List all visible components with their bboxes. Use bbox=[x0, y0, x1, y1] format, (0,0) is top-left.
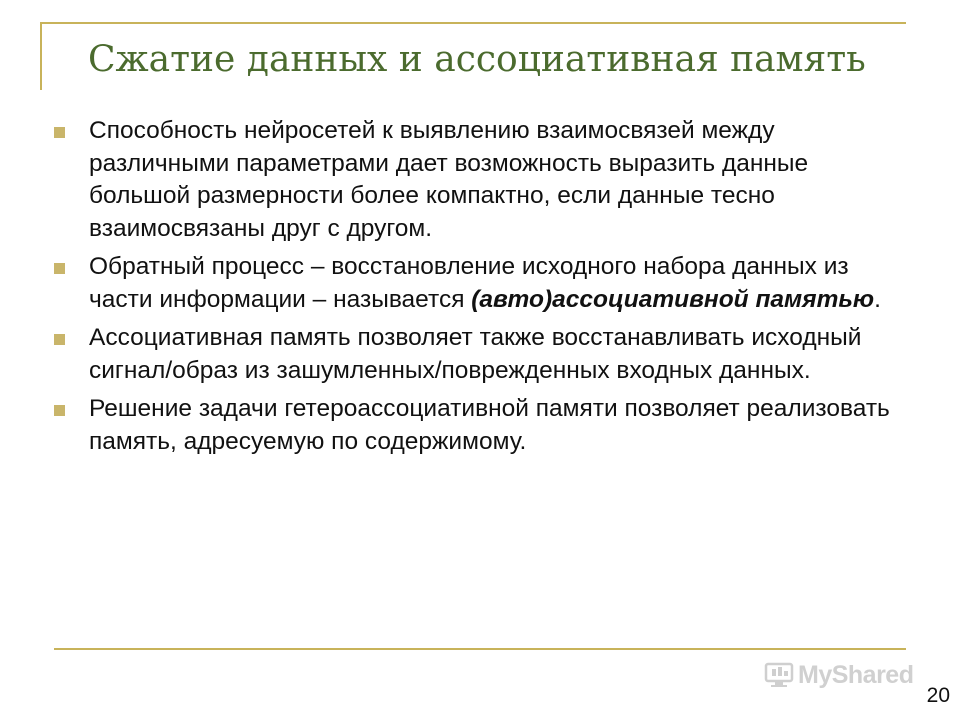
bullet-text: Решение задачи гетероассоциативной памяти позволяет реализовать память, адресуемую по содержимому. bbox=[89, 395, 890, 455]
emphasized-term: (авто)ассоциативной памятью bbox=[471, 285, 875, 313]
bullet-item bbox=[50, 393, 890, 458]
page-number: 20 bbox=[926, 684, 950, 707]
bullet-text bbox=[89, 253, 881, 313]
left-divider bbox=[40, 22, 42, 90]
bullet-text: Способность нейросетей к выявлению взаимосвязей между различными параметрами дает возможность выразить данные большой размерности более компактно, если данные тесно взаимосвязаны друг с другом. bbox=[89, 117, 809, 242]
bullet-text-after: . bbox=[874, 285, 881, 313]
top-divider bbox=[40, 22, 906, 24]
bullet-item bbox=[50, 115, 890, 245]
bullet-square-icon bbox=[54, 127, 65, 138]
watermark-logo bbox=[764, 660, 913, 690]
bullet-item bbox=[50, 251, 890, 316]
monitor-icon bbox=[764, 662, 794, 688]
slide-title: Сжатие данных и ассоциативная память bbox=[88, 39, 866, 80]
bullet-square-icon bbox=[54, 405, 65, 416]
bullet-item bbox=[50, 322, 890, 387]
bullet-square-icon bbox=[54, 334, 65, 345]
watermark-text: MyShared bbox=[798, 660, 914, 689]
bullet-text-before: Обратный процесс – восстановление исходного набора данных из части информации – называется bbox=[89, 253, 849, 313]
bullet-text: Ассоциативная память позволяет также восстанавливать исходный сигнал/образ из зашумленных/поврежденных входных данных. bbox=[89, 324, 862, 384]
bullet-list bbox=[50, 115, 890, 464]
bottom-divider bbox=[54, 648, 906, 650]
bullet-square-icon bbox=[54, 263, 65, 274]
